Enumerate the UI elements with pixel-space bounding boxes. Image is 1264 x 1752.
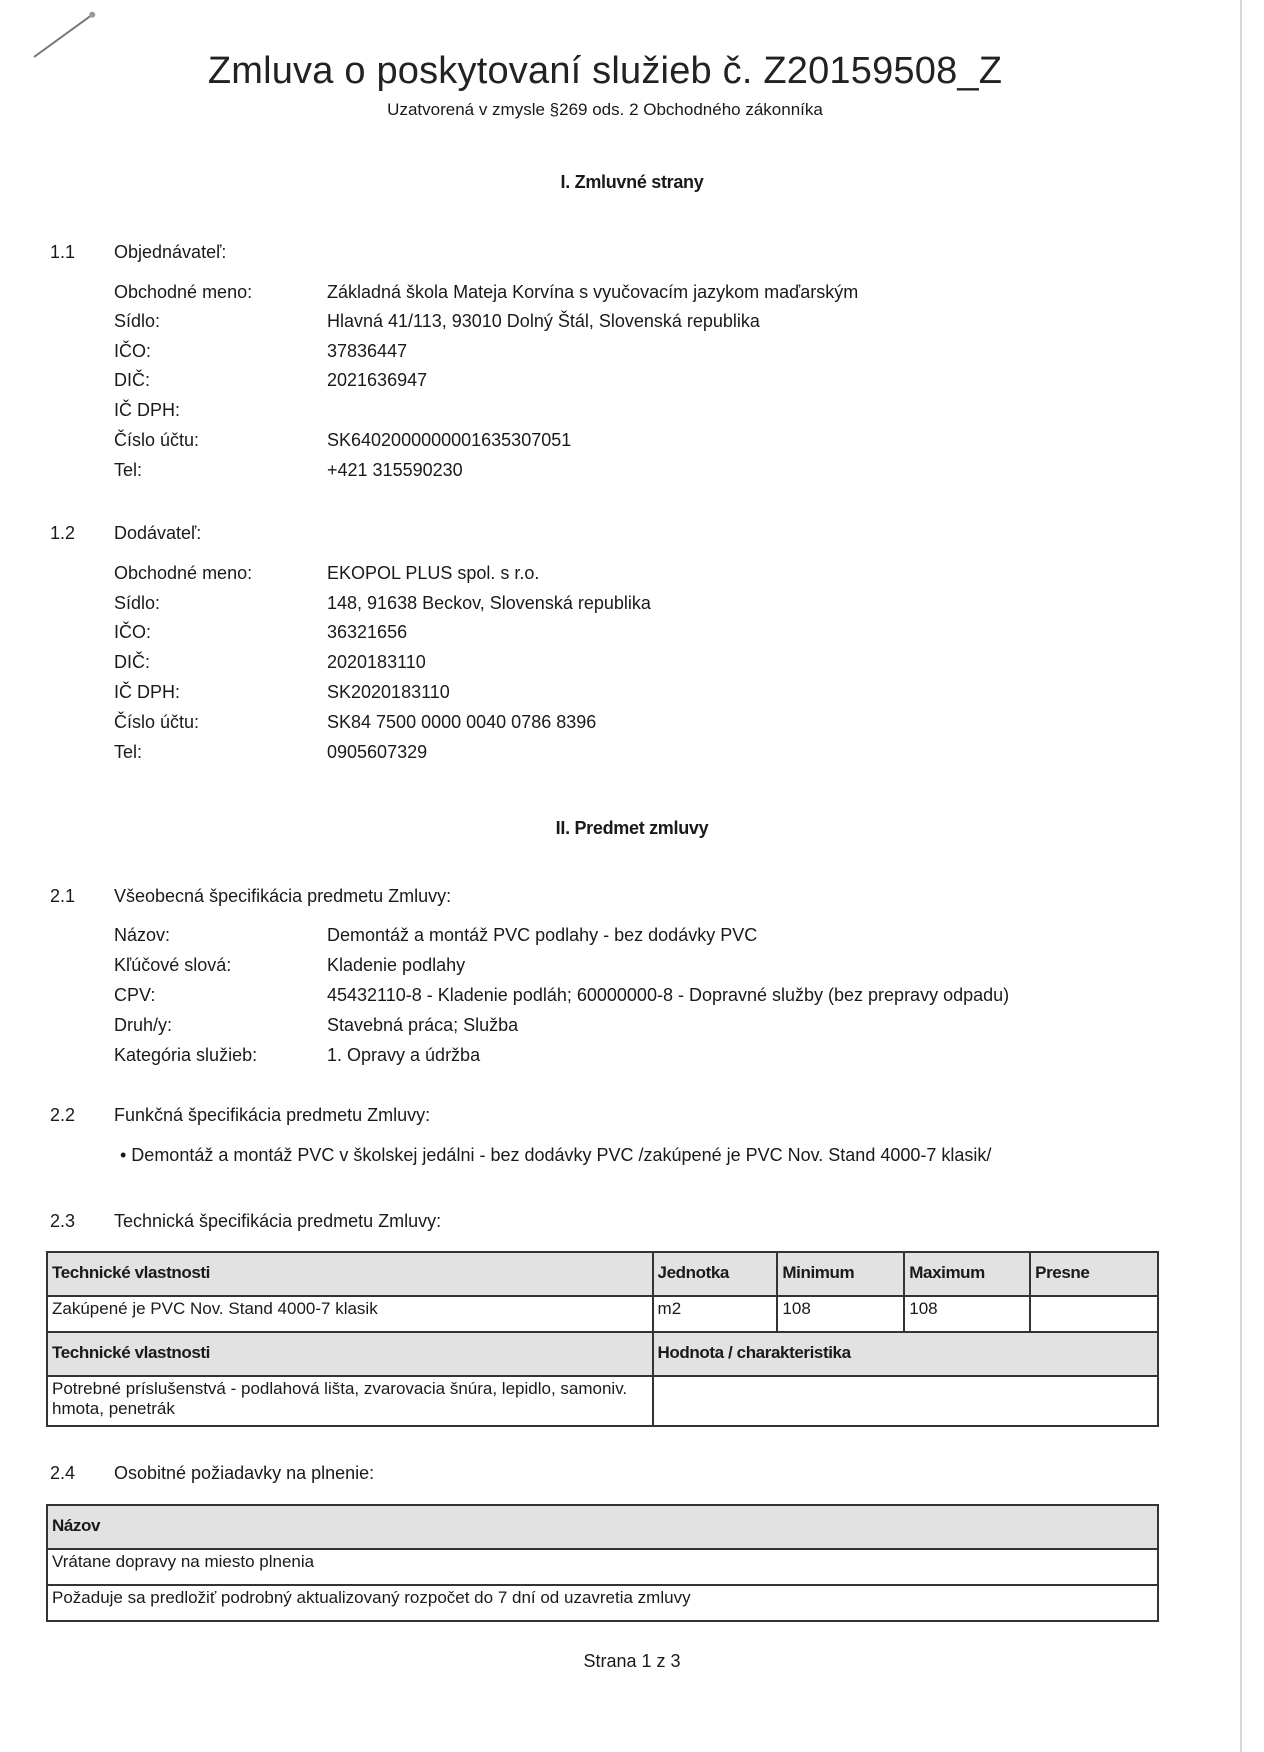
field-label: Obchodné meno: xyxy=(114,282,253,302)
section-number: 2.1 xyxy=(50,886,76,906)
technical-spec-table xyxy=(46,1251,1159,1427)
table-row xyxy=(47,1549,1158,1585)
orderer-label: Objednávateľ: xyxy=(114,242,227,262)
section-number: 2.3 xyxy=(50,1211,76,1231)
field-label: Druh/y: xyxy=(114,1015,173,1035)
field-label: CPV: xyxy=(114,985,156,1005)
column-header: Hodnota / charakteristika xyxy=(653,1332,1158,1376)
supplier-name: EKOPOL PLUS spol. s r.o. xyxy=(327,563,540,583)
functional-spec-label: Funkčná špecifikácia predmetu Zmluvy: xyxy=(114,1105,431,1125)
table-cell: Vrátane dopravy na miesto plnenia xyxy=(47,1549,1158,1585)
field-label: IČ DPH: xyxy=(114,400,181,420)
field-label: DIČ: xyxy=(114,370,150,390)
table-row xyxy=(47,1296,1158,1332)
subject-cpv: 45432110-8 - Kladenie podláh; 60000000-8 - Dopravné služby (bez prepravy odpadu) xyxy=(327,985,1010,1005)
field-label: Názov: xyxy=(114,925,171,945)
section-heading-parties: I. Zmluvné strany xyxy=(560,172,704,192)
field-label: IČO: xyxy=(114,622,152,642)
functional-spec-bullet: • Demontáž a montáž PVC v školskej jedálni - bez dodávky PVC /zakúpené je PVC Nov. Stand 4000-7 klasik/ xyxy=(120,1145,992,1165)
column-header: Technické vlastnosti xyxy=(47,1252,653,1296)
general-spec-label: Všeobecná špecifikácia predmetu Zmluvy: xyxy=(114,886,452,906)
table-cell: m2 xyxy=(653,1296,778,1332)
supplier-ico: 36321656 xyxy=(327,622,408,642)
table-header-row xyxy=(47,1332,1158,1376)
field-label: DIČ: xyxy=(114,652,150,672)
supplier-dic: 2020183110 xyxy=(327,652,426,672)
orderer-dic: 2021636947 xyxy=(327,370,428,390)
page-number: Strana 1 z 3 xyxy=(583,1651,681,1671)
orderer-phone: +421 315590230 xyxy=(327,460,463,480)
supplier-icdph: SK2020183110 xyxy=(327,682,450,702)
section-number: 1.2 xyxy=(50,523,76,543)
column-header: Presne xyxy=(1030,1252,1158,1296)
column-header: Technické vlastnosti xyxy=(47,1332,653,1376)
column-header: Názov xyxy=(47,1505,1158,1549)
column-header: Minimum xyxy=(777,1252,904,1296)
table-cell xyxy=(1030,1296,1158,1332)
table-cell: 108 xyxy=(904,1296,1030,1332)
section-number: 1.1 xyxy=(50,242,76,262)
table-header-row xyxy=(47,1252,1158,1296)
subject-keywords: Kladenie podlahy xyxy=(327,955,466,975)
field-label: Číslo účtu: xyxy=(114,712,200,732)
field-label: Tel: xyxy=(114,460,143,480)
orderer-address: Hlavná 41/113, 93010 Dolný Štál, Slovenská republika xyxy=(327,311,760,331)
supplier-account: SK84 7500 0000 0040 0786 8396 xyxy=(327,712,597,732)
scan-edge xyxy=(1240,0,1242,1752)
technical-spec-label: Technická špecifikácia predmetu Zmluvy: xyxy=(114,1211,442,1231)
supplier-label: Dodávateľ: xyxy=(114,523,202,543)
document-title: Zmluva o poskytovaní služieb č. Z20159508_Z xyxy=(207,50,1003,92)
column-header: Jednotka xyxy=(653,1252,778,1296)
orderer-ico: 37836447 xyxy=(327,341,408,361)
subject-name: Demontáž a montáž PVC podlahy - bez dodávky PVC xyxy=(327,925,758,945)
field-label: Kľúčové slová: xyxy=(114,955,232,975)
section-number: 2.2 xyxy=(50,1105,76,1125)
subject-category: 1. Opravy a údržba xyxy=(327,1045,481,1065)
orderer-account: SK6402000000001635307051 xyxy=(327,430,572,450)
section-number: 2.4 xyxy=(50,1463,76,1483)
field-label: IČO: xyxy=(114,341,152,361)
special-requirements-label: Osobitné požiadavky na plnenie: xyxy=(114,1463,375,1483)
table-row xyxy=(47,1376,1158,1426)
field-label: Sídlo: xyxy=(114,593,161,613)
field-label: Číslo účtu: xyxy=(114,430,200,450)
subject-type: Stavebná práca; Služba xyxy=(327,1015,519,1035)
supplier-phone: 0905607329 xyxy=(327,742,428,762)
table-header-row xyxy=(47,1505,1158,1549)
section-heading-subject: II. Predmet zmluvy xyxy=(555,818,709,838)
table-cell: 108 xyxy=(777,1296,904,1332)
column-header: Maximum xyxy=(904,1252,1030,1296)
field-label: Obchodné meno: xyxy=(114,563,253,583)
orderer-name: Základná škola Mateja Korvína s vyučovacím jazykom maďarským xyxy=(327,282,859,302)
table-cell: Potrebné príslušenstvá - podlahová lišta, zvarovacia šnúra, lepidlo, samoniv. hmota, penetrák xyxy=(47,1376,653,1426)
supplier-address: 148, 91638 Beckov, Slovenská republika xyxy=(327,593,651,613)
table-row xyxy=(47,1585,1158,1621)
document-subtitle: Uzatvorená v zmysle §269 ods. 2 Obchodného zákonníka xyxy=(387,100,823,119)
table-cell xyxy=(653,1376,1158,1426)
field-label: Kategória služieb: xyxy=(114,1045,258,1065)
table-cell: Zakúpené je PVC Nov. Stand 4000-7 klasik xyxy=(47,1296,653,1332)
field-label: IČ DPH: xyxy=(114,682,181,702)
special-requirements-table xyxy=(46,1504,1159,1622)
table-cell: Požaduje sa predložiť podrobný aktualizovaný rozpočet do 7 dní od uzavretia zmluvy xyxy=(47,1585,1158,1621)
field-label: Tel: xyxy=(114,742,143,762)
field-label: Sídlo: xyxy=(114,311,161,331)
